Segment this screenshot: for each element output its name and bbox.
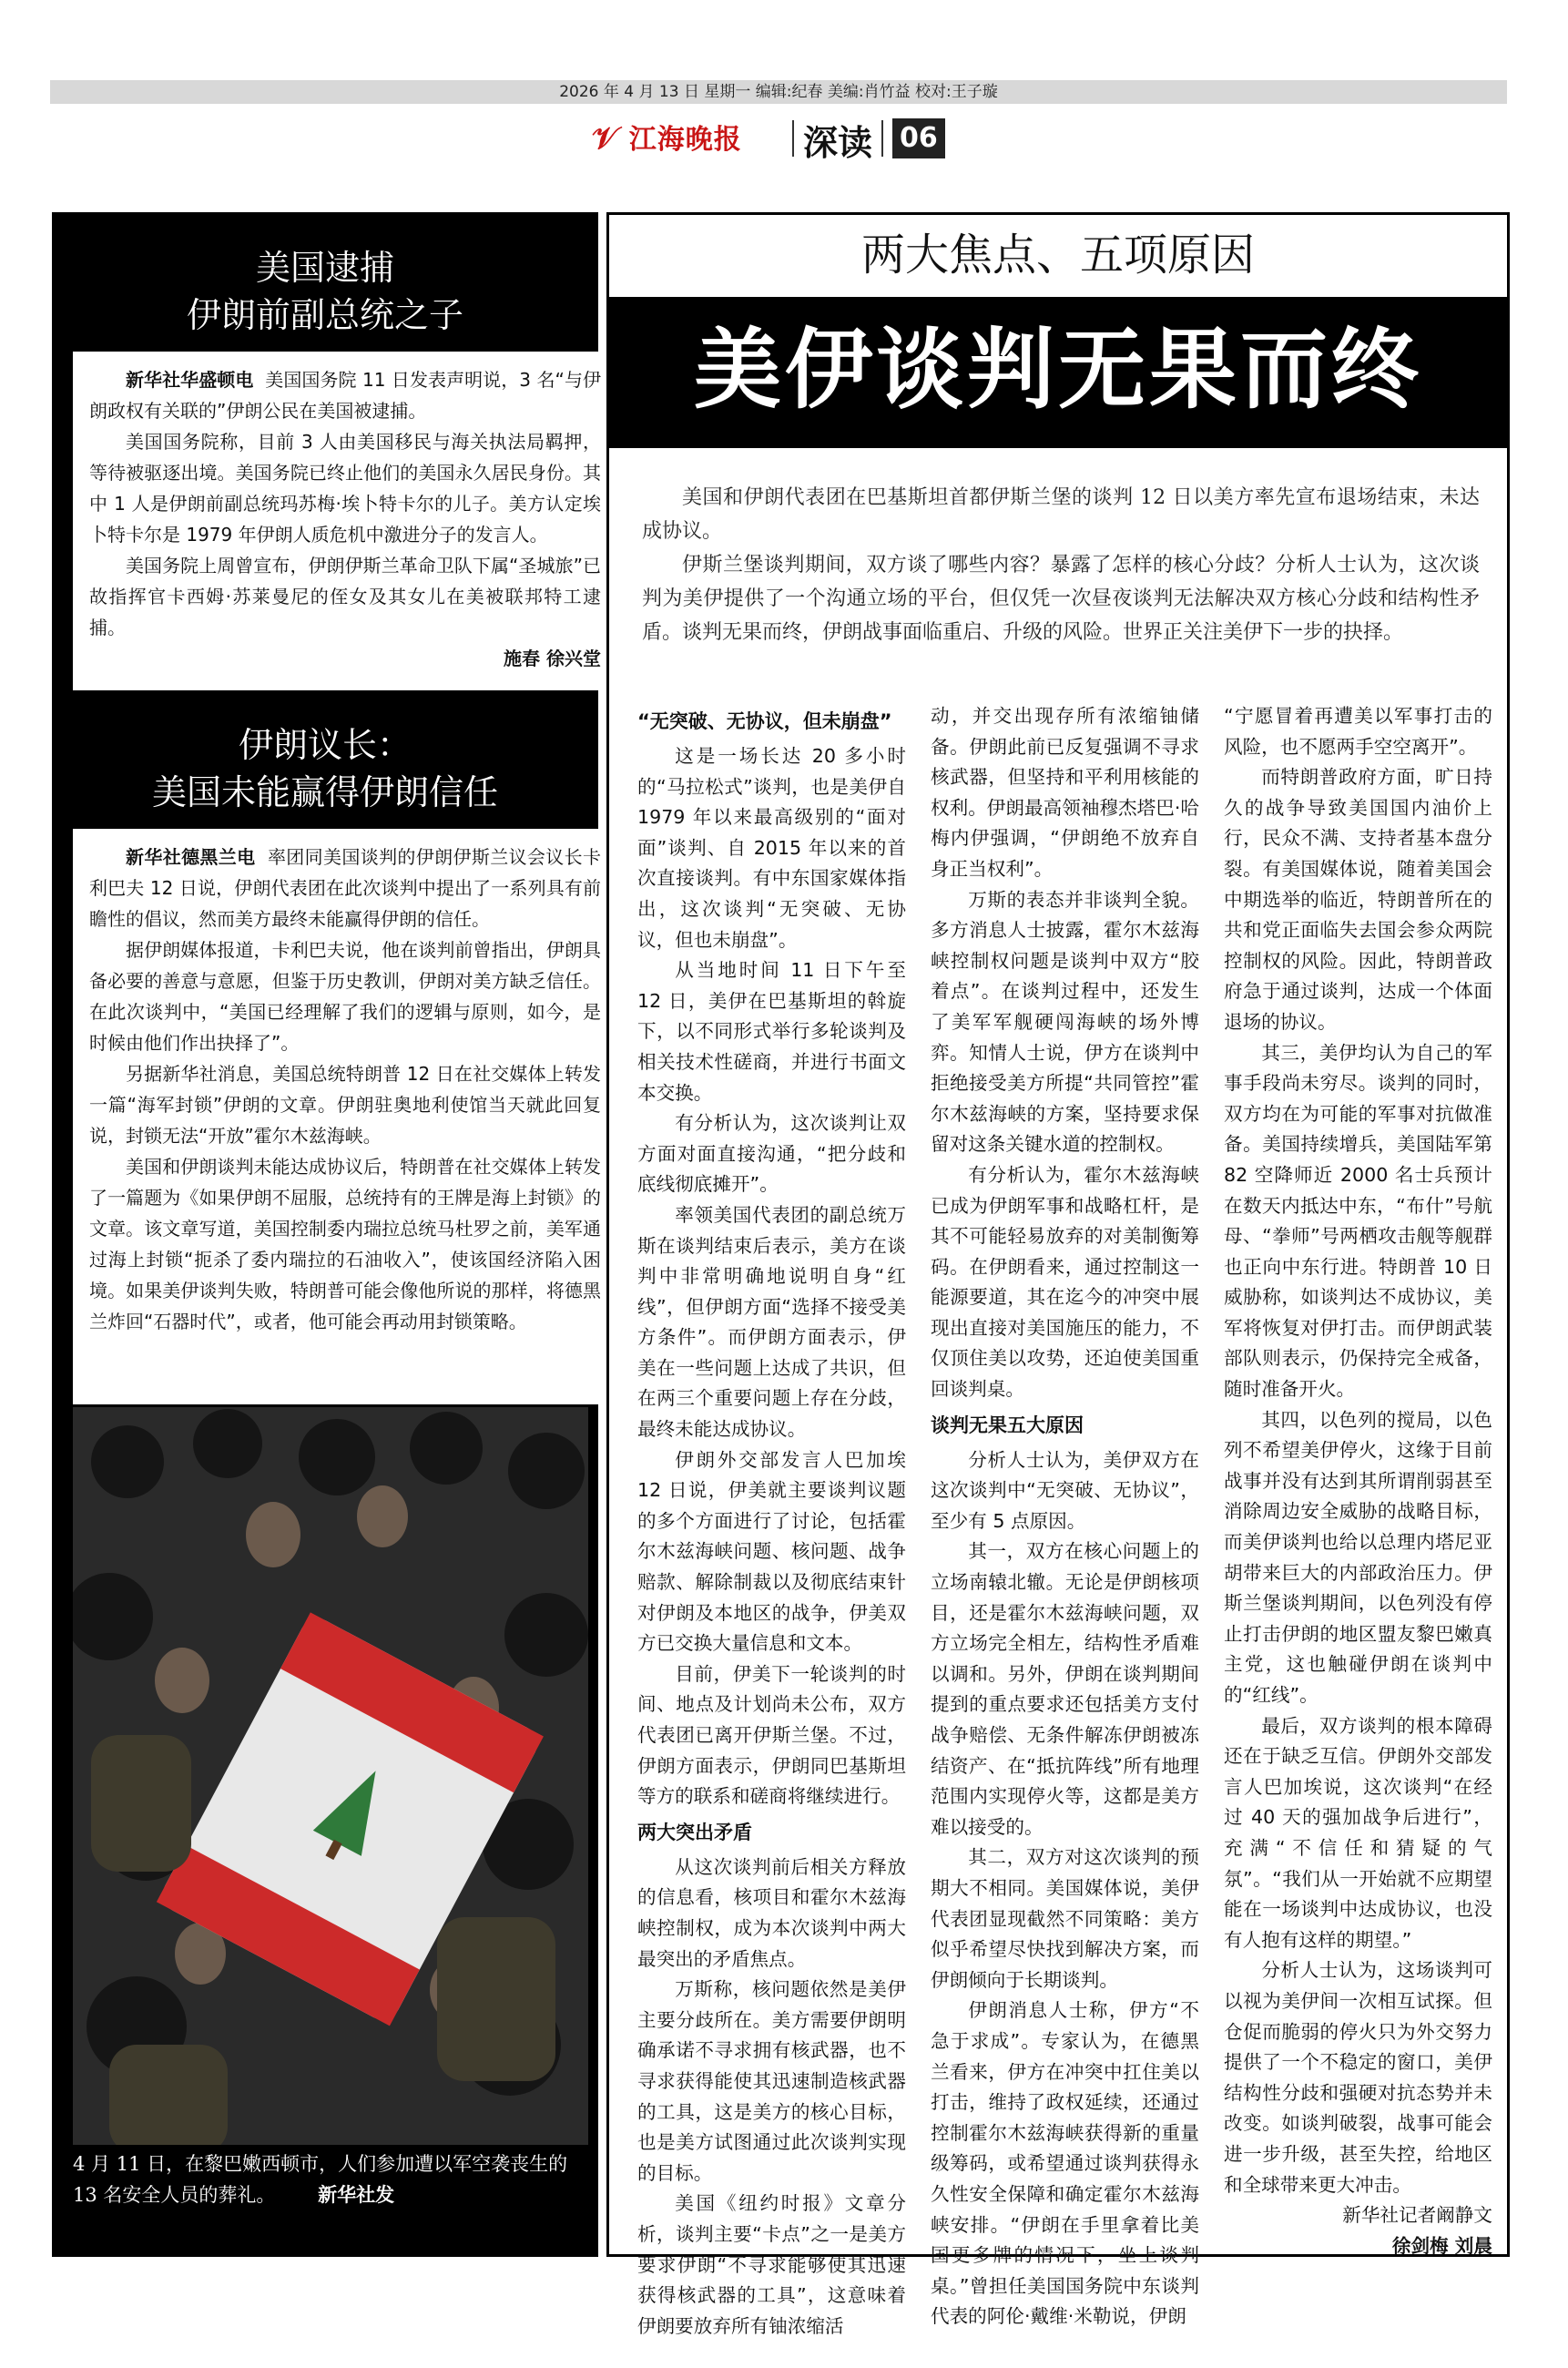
newspaper-logo (592, 117, 742, 157)
body-paragraph: 万斯称，核问题依然是美伊主要分歧所在。美方需要伊朗明确承诺不寻求拥有核武器，也不寻求获得能使其迅速制造核武器的工具，这是美方的核心目标，也是美方试图通过此次谈判实现的目标。 (637, 1978, 906, 2184)
body-paragraph: 率领美国代表团的副总统万斯在谈判结束后表示，美方在谈判中非常明确地说明自身“红线”，但伊朗方面“选择不接受美方条件”。而伊朗方面表示，伊美在一些问题上达成了共识，但在两三个重要问题上存在分歧，最终未能达成协议。 (637, 1203, 906, 1441)
photo-caption-text: 4 月 11 日，在黎巴嫩西顿市，人们参加遭以军空袭丧生的 13 名安全人员的葬礼。 (73, 2153, 568, 2206)
body-paragraph: 目前，伊美下一轮谈判的时间、地点及计划尚未公布，双方代表团已离开伊斯兰堡。不过，伊朗方面表示，伊朗同巴基斯坦等方的联系和磋商将继续进行。 (637, 1662, 906, 1808)
story1-headline (52, 244, 598, 339)
body-paragraph: 有分析认为，霍尔木兹海峡已成为伊朗军事和战略杠杆，是其不可能轻易放弃的对美制衡筹码。在伊朗看来，通过控制这一能源要道，其在迄今的冲突中展现出直接对美国施压的能力，不仅顶住美以攻势，还迫使美国重回谈判桌。 (931, 1163, 1199, 1401)
body-paragraph: 从当地时间 11 日下午至 12 日，美伊在巴基斯坦的斡旋下，以不同形式举行多轮谈判及相关技术性磋商，并进行书面文本交换。 (637, 959, 906, 1104)
section-name: 深读 (803, 122, 873, 163)
story2-body (73, 829, 617, 1404)
main-column-2 (931, 701, 1199, 2332)
body-paragraph: 分析人士认为，这场谈判可以视为美伊间一次相互试探。但仓促而脆弱的停火只为外交努力提供了一个不稳定的窗口，美伊结构性分歧和强硬对抗态势并未改变。如谈判破裂，战事可能会进一步升级，甚至失控，给地区和全球带来更大冲击。 (1224, 1959, 1492, 2196)
story2-paragraph: 美国和伊朗谈判未能达成协议后，特朗普在社交媒体上转发了一篇题为《如果伊朗不屈服，总统持有的王牌是海上封锁》的文章。该文章写道，美国控制委内瑞拉总统马杜罗之前，美军通过海上封锁“扼杀了委内瑞拉的石油收入”，使该国经济陷入困境。如果美伊谈判失败，特朗普可能会像他所说的那样，将德黑兰炸回“石器时代”，或者，他可能会再动用封锁策略。 (89, 1156, 601, 1332)
story1-headline-line1: 美国逮捕 (255, 248, 394, 288)
story1-paragraph: 美国国务院 11 日发表声明说，3 名“与伊朗政权有关联的”伊朗公民在美国被逮捕。 (89, 369, 602, 422)
body-paragraph: 这是一场长达 20 多小时的“马拉松式”谈判，也是美伊自 1979 年以来最高级别的“面对面”谈判、自 2015 年以来的首次直接谈判。有中东国家媒体指出，这次谈判“无突破、无协议，但也未崩盘”。 (637, 745, 906, 951)
section-heading: “无突破、无协议，但未崩盘” (637, 710, 892, 732)
story2-dateline: 新华社德黑兰电 (126, 846, 256, 868)
body-paragraph: 最后，双方谈判的根本障碍还在于缺乏互信。伊朗外交部发言人巴加埃说，这次谈判“在经过 40 天的强加战争后进行”，充满“不信任和猜疑的气氛”。“我们从一开始就不应期望能在一场谈判中达成协议，也没有人抱有这样的期望。” (1224, 1714, 1492, 1951)
main-title: 美伊谈判无果而终 (694, 319, 1422, 421)
body-paragraph: 分析人士认为，美伊双方在这次谈判中“无突破、无协议”，至少有 5 点原因。 (931, 1448, 1199, 1532)
story2-paragraph: 另据新华社消息，美国总统特朗普 12 日在社交媒体上转发一篇“海军封锁”伊朗的文章。伊朗驻奥地利使馆当天就此回复说，封锁无法“开放”霍尔木兹海峡。 (89, 1063, 601, 1147)
funeral-photo (73, 1407, 588, 2145)
page-number: 06 (892, 118, 945, 158)
lead-paragraph: 伊斯兰堡谈判期间，双方谈了哪些内容？暴露了怎样的核心分歧？分析人士认为，这次谈判为美伊提供了一个沟通立场的平台，但仅凭一次昼夜谈判无法解决双方核心分歧和结构性矛盾。谈判无果而终，伊朗战事面临重启、升级的风险。世界正关注美伊下一步的抉择。 (642, 554, 1480, 644)
body-paragraph: “宁愿冒着再遭美以军事打击的风险，也不愿两手空空离开”。 (1224, 705, 1492, 758)
story1-paragraph: 美国国务院称，目前 3 人由美国移民与海关执法局羁押，等待被驱逐出境。美国务院已终止他们的美国永久居民身份。其中 1 人是伊朗前副总统玛苏梅·埃卜特卡尔的儿子。美方认定埃卜特卡尔是 1979 年伊朗人质危机中激进分子的发言人。 (89, 431, 601, 546)
body-paragraph: 万斯的表态并非谈判全貌。多方消息人士披露，霍尔木兹海峡控制权问题是谈判中双方“胶着点”。在谈判过程中，还发生了美军军舰硬闯海峡的场外博弈。知情人士说，伊方在谈判中拒绝接受美方所提“共同管控”霍尔木兹海峡的方案，坚持要求保留对这条关键水道的控制权。 (931, 888, 1199, 1156)
masthead (592, 109, 974, 164)
photo-credit: 新华社发 (318, 2183, 395, 2206)
body-paragraph: 其四，以色列的搅局，以色列不希望美伊停火，这缘于目前战事并没有达到其所谓削弱甚至消除周边安全威胁的战略目标，而美伊谈判也给以总理内塔尼亚胡带来巨大的内部政治压力。伊斯兰堡谈判期间，以色列没有停止打击伊朗的地区盟友黎巴嫩真主党，这也触碰伊朗在谈判中的“红线”。 (1224, 1408, 1492, 1706)
story2-paragraph: 率团同美国谈判的伊朗伊斯兰议会议长卡利巴夫 12 日说，伊朗代表团在此次谈判中提出了一系列具有前瞻性的倡议，然而美方最终未能赢得伊朗的信任。 (89, 846, 602, 930)
byline: 新华社记者阚静文 (1342, 2204, 1492, 2227)
body-paragraph: 其三，美伊均认为自己的军事手段尚未穷尽。谈判的同时，双方均在为可能的军事对抗做准备。美国持续增兵，美国陆军第 82 空降师近 2000 名士兵预计在数天内抵达中东，“布什”号航母、“拳师”号两栖攻击舰等舰群也正向中东行进。特朗普 10 日威胁称，如谈判达不成协议，美军将恢复对伊打击。而伊朗武装部队则表示，仍保持完全戒备，随时准备开火。 (1224, 1041, 1492, 1401)
main-column-3 (1224, 701, 1492, 2261)
section-heading: 谈判无果五大原因 (931, 1414, 1084, 1436)
story2-headline (52, 721, 598, 816)
masthead-divider (881, 120, 883, 157)
body-paragraph: 伊朗外交部发言人巴加埃 12 日说，伊美就主要谈判议题的多个方面进行了讨论，包括霍尔木兹海峡问题、核问题、战争赔款、解除制裁以及彻底结束针对伊朗及本地区的战争，伊美双方已交换大量信息和文本。 (637, 1448, 906, 1655)
photo-caption (73, 2149, 588, 2210)
story1-byline: 施春 徐兴堂 (504, 648, 601, 669)
section-heading: 两大突出矛盾 (637, 1821, 752, 1843)
body-paragraph: 动，并交出现存所有浓缩铀储备。伊朗此前已反复强调不寻求核武器，但坚持和平利用核能的权利。伊朗最高领袖穆杰塔巴·哈梅内伊强调，“伊朗绝不放弃自身正当权利”。 (931, 705, 1199, 880)
main-lead (642, 481, 1480, 649)
story2-headline-line1: 伊朗议长： (238, 725, 412, 765)
story2-paragraph: 据伊朗媒体报道，卡利巴夫说，他在谈判前曾指出，伊朗具备必要的善意与意愿，但鉴于历史教训，伊朗对美方缺乏信任。在此次谈判中，“美国已经理解了我们的逻辑与原则，如今，是时候由他们作出抉择了”。 (89, 939, 601, 1054)
body-paragraph: 有分析认为，这次谈判让双方面对面直接沟通，“把分歧和底线彻底摊开”。 (637, 1112, 906, 1196)
bird-logo-icon: 𝒱 (592, 120, 619, 157)
body-paragraph: 从这次谈判前后相关方释放的信息看，核项目和霍尔木兹海峡控制权，成为本次谈判中两大最突出的矛盾焦点。 (637, 1855, 906, 1970)
masthead-divider (792, 120, 794, 157)
body-paragraph: 而特朗普政府方面，旷日持久的战争导致美国国内油价上行，民众不满、支持者基本盘分裂。有美国媒体说，随着美国会中期选举的临近，特朗普所在的共和党正面临失去国会参众两院控制权的风险。因此，特朗普政府急于通过谈判，达成一个体面退场的协议。 (1224, 766, 1492, 1033)
story1-paragraph: 美国务院上周曾宣布，伊朗伊斯兰革命卫队下属“圣城旅”已故指挥官卡西姆·苏莱曼尼的侄女及其女儿在美被联邦特工逮捕。 (89, 555, 601, 638)
main-subtitle: 两大焦点、五项原因 (860, 230, 1255, 281)
main-column-1 (637, 701, 906, 2342)
newspaper-name: 江海晚报 (628, 124, 742, 156)
body-paragraph: 美国《纽约时报》文章分析，谈判主要“卡点”之一是美方要求伊朗“不寻求能够使其迅速获得核武器的工具”，这意味着伊朗要放弃所有铀浓缩活 (637, 2192, 906, 2337)
story1-dateline: 新华社华盛顿电 (126, 369, 254, 391)
lead-paragraph: 美国和伊朗代表团在巴基斯坦首都伊斯兰堡的谈判 12 日以美方率先宣布退场结束，未达成协议。 (642, 486, 1480, 543)
story1-headline-line2: 伊朗前副总统之子 (186, 295, 463, 335)
body-paragraph: 其二，双方对这次谈判的预期大不相同。美国媒体说，美伊代表团显现截然不同策略：美方似乎希望尽快找到解决方案，而伊朗倾向于长期谈判。 (931, 1846, 1199, 1991)
byline: 徐剑梅 刘晨 (1391, 2234, 1492, 2257)
funeral-photo-illustration (73, 1407, 588, 2145)
page-info-bar (50, 80, 1507, 104)
story1-body (73, 352, 617, 690)
issue-info: 2026 年 4 月 13 日 星期一 编辑:纪春 美编:肖竹益 校对:王子璇 (559, 83, 998, 101)
story2-headline-line2: 美国未能赢得伊朗信任 (151, 772, 498, 812)
body-paragraph: 其一，双方在核心问题上的立场南辕北辙。无论是伊朗核项目，还是霍尔木兹海峡问题，双方立场完全相左，结构性矛盾难以调和。另外，伊朗在谈判期间提到的重点要求还包括美方支付战争赔偿、无条件解冻伊朗被冻结资产、在“抵抗阵线”所有地理范围内实现停火等，这都是美方难以接受的。 (931, 1540, 1199, 1838)
body-paragraph: 伊朗消息人士称，伊方“不急于求成”。专家认为，在德黑兰看来，伊方在冲突中扛住美以打击，维持了政权延续，还通过控制霍尔木兹海峡获得新的重量级筹码，或希望通过谈判获得永久性安全保障和确定霍尔木兹海峡安排。“伊朗在手里拿着比美国更多牌的情况下，坐上谈判桌。”曾担任美国国务院中东谈判代表的阿伦·戴维·米勒说，伊朗 (931, 1999, 1199, 2328)
